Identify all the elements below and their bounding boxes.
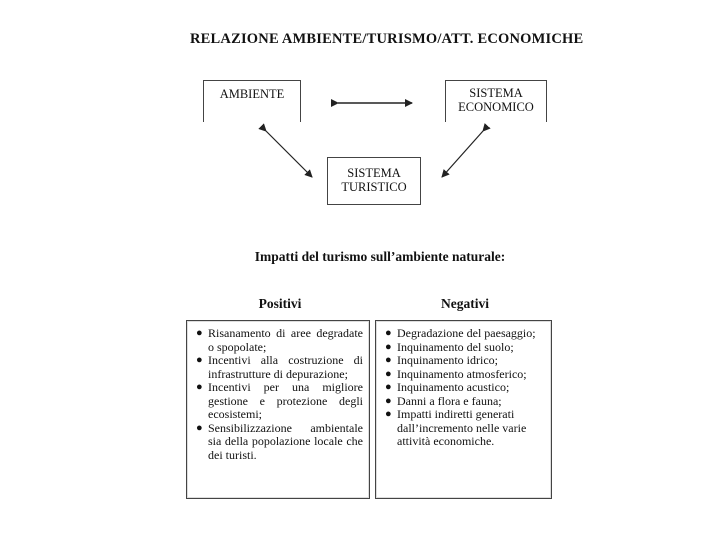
list-item: ● Incentivi alla costruzione di infrastrutture di depurazione; — [196, 353, 363, 381]
negative-panel — [375, 320, 552, 499]
negative-header: Negativi — [441, 296, 489, 311]
bullet-icon: ● — [196, 421, 203, 434]
positive-header: Positivi — [258, 296, 302, 311]
bullet-icon: ● — [385, 327, 392, 339]
bullet-icon: ● — [196, 381, 203, 393]
page-title: RELAZIONE AMBIENTE/TURISMO/ATT. ECONOMICHE — [190, 31, 584, 47]
sistema-economico-label-1: SISTEMA — [469, 86, 523, 100]
ambiente-label: AMBIENTE — [219, 87, 285, 101]
list-item: ● Impatti indiretti generati dall’incremento nelle varie attività economiche. — [385, 407, 527, 448]
bullet-icon: ● — [385, 367, 392, 380]
positive-list — [193, 327, 363, 462]
list-item: ● Degradazione del paesaggio; — [385, 326, 536, 340]
list-item: ● Inquinamento idrico; — [385, 353, 498, 367]
list-item: ● Risanamento di aree degradate o spopolate; — [196, 326, 363, 354]
impacts-title: Impatti del turismo sull’ambiente naturale: — [254, 249, 506, 264]
list-item: ● Sensibilizzazione ambientale sia della popolazione locale che dei turisti. — [196, 420, 363, 462]
arrow-economico-turistico — [442, 131, 483, 177]
bullet-icon: ● — [385, 354, 392, 366]
sistema-economico-label-2: ECONOMICO — [458, 100, 534, 114]
bullet-icon: ● — [385, 408, 392, 420]
sistema-turistico-label-1: SISTEMA — [347, 166, 401, 180]
negative-list — [382, 327, 545, 449]
list-item: ● Inquinamento acustico; — [385, 380, 510, 394]
positive-panel — [186, 320, 370, 499]
list-item: ● Incentivi per una migliore gestione e protezione degli ecosistemi; — [196, 380, 363, 421]
bullet-icon: ● — [385, 394, 392, 407]
list-item: ● Inquinamento del suolo; — [385, 339, 514, 354]
arrow-ambiente-turistico — [266, 131, 312, 177]
list-item: ● Inquinamento atmosferico; — [385, 366, 527, 381]
bullet-icon: ● — [196, 327, 203, 339]
bullet-icon: ● — [385, 381, 392, 393]
bullet-icon: ● — [385, 340, 392, 353]
sistema-turistico-label-2: TURISTICO — [341, 180, 407, 194]
bullet-icon: ● — [196, 354, 203, 366]
list-item: ● Danni a flora e fauna; — [385, 393, 502, 408]
